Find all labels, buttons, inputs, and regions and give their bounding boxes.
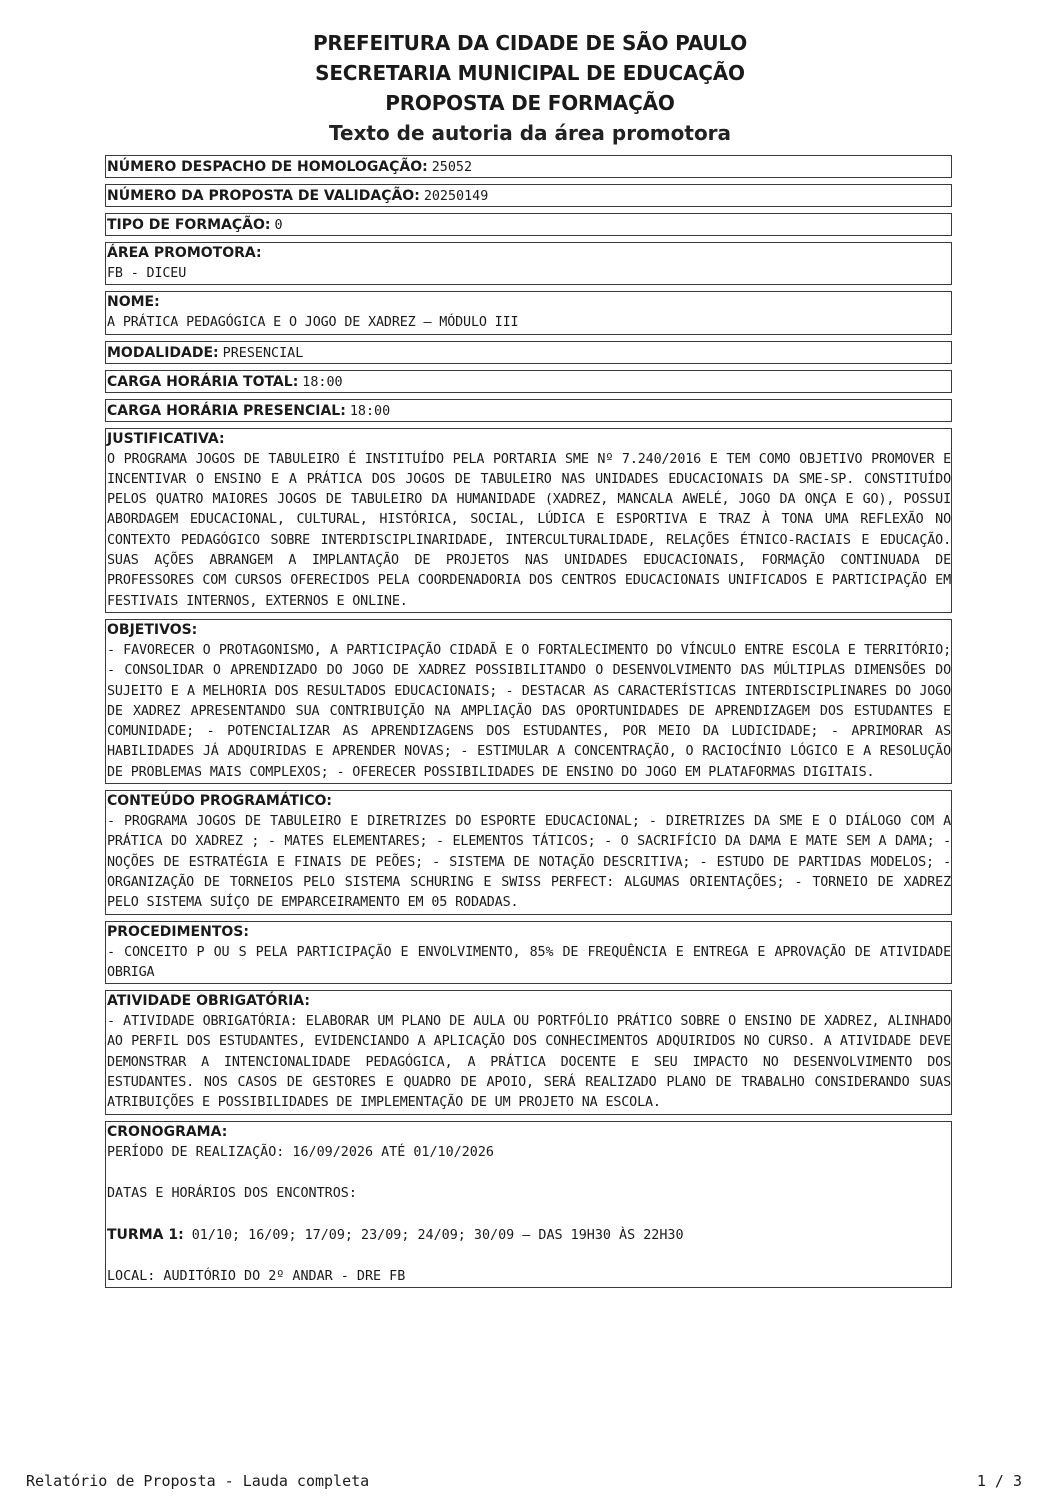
- field-procedimentos: [105, 921, 959, 985]
- field-procedimentos-label: PROCEDIMENTOS:: [107, 923, 249, 940]
- cronograma-periodo: PERÍODO DE REALIZAÇÃO: 16/09/2026 ATÉ 01/10/2026: [107, 1144, 494, 1160]
- field-carga-total-label: CARGA HORÁRIA TOTAL:: [107, 373, 299, 390]
- field-area: [105, 242, 952, 285]
- proposal-form: [105, 155, 959, 1294]
- header-proposta: PROPOSTA DE FORMAÇÃO: [385, 91, 675, 115]
- field-nome-value: A PRÁTICA PEDAGÓGICA E O JOGO DE XADREZ – MÓDULO III: [107, 315, 519, 331]
- field-atividade-value: - ATIVIDADE OBRIGATÓRIA: ELABORAR UM PLANO DE AULA OU PORTFÓLIO PRÁTICO SOBRE O ENSINO DE XADREZ, ALINHADO AO PERFIL DOS ESTUDANTES, EVIDENCIANDO A APLICAÇÃO DOS CONHECIMENTOS ADQUIRIDOS NO CURSO. A ATIVIDADE DEVE DEMONSTRAR A INTENCIONALIDADE PEDAGÓGICA, A PRÁTICA DOCENTE E SEU IMPACTO NO DESENVOLVIMENTO DOS ESTUDANTES. NOS CASOS DE GESTORES E QUADRO DE APOIO, SERÁ REALIZADO PLANO DE TRABALHO CONSIDERANDO SUAS ATRIBUIÇÕES E POSSIBILIDADES DE IMPLEMENTAÇÃO DE UM PROJETO NA ESCOLA.: [107, 1014, 959, 1111]
- cronograma-spacer: [107, 1246, 951, 1267]
- field-atividade-label: ATIVIDADE OBRIGATÓRIA:: [107, 993, 310, 1010]
- field-procedimentos-value: - CONCEITO P OU S PELA PARTICIPAÇÃO E ENVOLVIMENTO, 85% DE FREQUÊNCIA E ENTREGA E APROVAÇÃO DE ATIVIDADE OBRIGA: [107, 944, 959, 980]
- cronograma-turma: [107, 1225, 951, 1247]
- field-atividade: [105, 990, 959, 1114]
- header-subtitle: Texto de autoria da área promotora: [328, 121, 732, 145]
- field-nome-label: NOME:: [107, 294, 160, 311]
- field-proposta-label: NÚMERO DA PROPOSTA DE VALIDAÇÃO:: [107, 188, 420, 204]
- field-justificativa-value: O PROGRAMA JOGOS DE TABULEIRO É INSTITUÍDO PELA PORTARIA SME Nº 7.240/2016 E TEM COMO OBJETIVO PROMOVER E INCENTIVAR O ENSINO E A PRÁTICA DOS JOGOS DE TABULEIRO NAS UNIDADES EDUCACIONAIS DA SME-SP. CONSTITUÍDO PELOS QUATRO MAIORES JOGOS DE TABULEIRO DA HUMANIDADE (XADREZ, MANCALA AWELÉ, JOGO DA ONÇA E GO), POSSUI ABORDAGEM EDUCACIONAL, CULTURAL, HISTÓRICA, SOCIAL, LÚDICA E ESPORTIVA E TRAZ À TONA UMA REFLEXÃO NO CONTEXTO PEDAGÓGICO SOBRE INTERDISCIPLINARIDADE, INTERCULTURALIDADE, RELAÇÕES ÉTNICO-RACIAIS E EDUCAÇÃO. SUAS AÇÕES ABRANGEM A IMPLANTAÇÃO DE PROJETOS NAS UNIDADES EDUCACIONAIS, FORMAÇÃO CONTINUADA DE PROFESSORES COM CURSOS OFERECIDOS PELA COORDENADORIA DOS CENTROS EDUCACIONAIS UNIFICADOS E PARTICIPAÇÃO EM FESTIVAIS INTERNOS, EXTERNOS E ONLINE.: [107, 451, 959, 609]
- field-proposta: [105, 184, 952, 207]
- page-footer: [26, 1472, 1022, 1494]
- field-objetivos-label: OBJETIVOS:: [107, 621, 198, 638]
- header-prefeitura: PREFEITURA DA CIDADE DE SÃO PAULO: [312, 31, 748, 55]
- footer-page-number: 1 / 3: [976, 1472, 1022, 1490]
- field-conteudo-value: - PROGRAMA JOGOS DE TABULEIRO E DIRETRIZES DO ESPORTE EDUCACIONAL; - DIRETRIZES DA SME E O DIÁLOGO COM A PRÁTICA DO XADREZ ; - MATES ELEMENTARES; - ELEMENTOS TÁTICOS; - O SACRIFÍCIO DA DAMA E MATE SEM A DAMA; - NOÇÕES DE ESTRATÉGIA E FINAIS DE PEÕES; - SISTEMA DE NOTAÇÃO DESCRITIVA; - ESTUDO DE PARTIDAS MODELOS; - ORGANIZAÇÃO DE TORNEIOS PELO SISTEMA SCHURING E SWISS PERFECT: ALGUMAS ORIENTAÇÕES; - TORNEIO DE XADREZ PELO SISTEMA SUÍÇO DE EMPARCEIRAMENTO EM 05 RODADAS.: [107, 814, 959, 911]
- field-objetivos: [105, 619, 959, 784]
- field-despacho-value: 25052: [431, 160, 473, 175]
- field-justificativa-label: JUSTIFICATIVA:: [107, 430, 225, 447]
- field-carga-presencial-label: CARGA HORÁRIA PRESENCIAL:: [107, 402, 346, 419]
- field-tipo: [105, 213, 952, 236]
- document-header: [0, 28, 1060, 148]
- field-nome: [105, 291, 952, 334]
- cronograma-local: LOCAL: AUDITÓRIO DO 2º ANDAR - DRE FB: [107, 1268, 406, 1284]
- field-cronograma: [105, 1121, 952, 1289]
- field-proposta-value: 20250149: [423, 189, 489, 204]
- field-modalidade: [105, 341, 952, 364]
- cronograma-spacer: [107, 1204, 951, 1225]
- field-carga-total-value: 18:00: [302, 374, 343, 390]
- field-objetivos-value: - FAVORECER O PROTAGONISMO, A PARTICIPAÇÃO CIDADÃ E O FORTALECIMENTO DO VÍNCULO ENTRE ESCOLA E TERRITÓRIO; - CONSOLIDAR O APRENDIZADO DO JOGO DE XADREZ POSSIBILITANDO O DESENVOLVIMENTO DAS MÚLTIPLAS DIMENSÕES DO SUJEITO E A MELHORIA DOS RESULTADOS EDUCACIONAIS; - DESTACAR AS CARACTERÍSTICAS INTERDISCIPLINARES DO JOGO DE XADREZ APRESENTANDO SUA CONTRIBUIÇÃO NA AMPLIAÇÃO DAS OPORTUNIDADES DE APRENDIZAGEM DOS ESTUDANTES E COMUNIDADE; - POTENCIALIZAR AS APRENDIZAGENS DOS ESTUDANTES, POR MEIO DA LUDICIDADE; - APRIMORAR AS HABILIDADES JÁ ADQUIRIDAS E APRENDER NOVAS; - ESTIMULAR A CONCENTRAÇÃO, O RACIOCÍNIO LÓGICO E A RESOLUÇÃO DE PROBLEMAS MAIS COMPLEXOS; - OFERECER POSSIBILIDADES DE ENSINO DO JOGO EM PLATAFORMAS DIGITAIS.: [107, 642, 959, 780]
- cronograma-turma-label: TURMA 1:: [107, 1226, 184, 1243]
- field-despacho-label: NÚMERO DESPACHO DE HOMOLOGAÇÃO:: [107, 159, 428, 175]
- field-justificativa: [105, 428, 959, 613]
- field-area-label: ÁREA PROMOTORA:: [107, 245, 262, 261]
- field-cronograma-label: CRONOGRAMA:: [107, 1123, 228, 1140]
- field-despacho: [105, 155, 952, 178]
- header-secretaria: SECRETARIA MUNICIPAL DE EDUCAÇÃO: [315, 61, 745, 85]
- field-carga-presencial-value: 18:00: [349, 403, 391, 419]
- field-area-value: FB - DICEU: [107, 266, 187, 281]
- field-carga-total: [105, 370, 952, 393]
- cronograma-datas: DATAS E HORÁRIOS DOS ENCONTROS:: [107, 1185, 357, 1201]
- field-tipo-value: 0: [274, 218, 283, 233]
- field-tipo-label: TIPO DE FORMAÇÃO:: [107, 217, 271, 233]
- cronograma-spacer: [107, 1163, 951, 1184]
- field-conteudo-label: CONTEÚDO PROGRAMÁTICO:: [107, 793, 333, 810]
- field-conteudo: [105, 790, 959, 914]
- field-modalidade-label: MODALIDADE:: [107, 344, 219, 361]
- field-carga-presencial: [105, 399, 952, 422]
- cronograma-turma-value: 01/10; 16/09; 17/09; 23/09; 24/09; 30/09 – DAS 19H30 ÀS 22H30: [183, 1227, 684, 1243]
- field-modalidade-value: PRESENCIAL: [222, 345, 304, 361]
- footer-report-title: Relatório de Proposta - Lauda completa: [26, 1472, 370, 1490]
